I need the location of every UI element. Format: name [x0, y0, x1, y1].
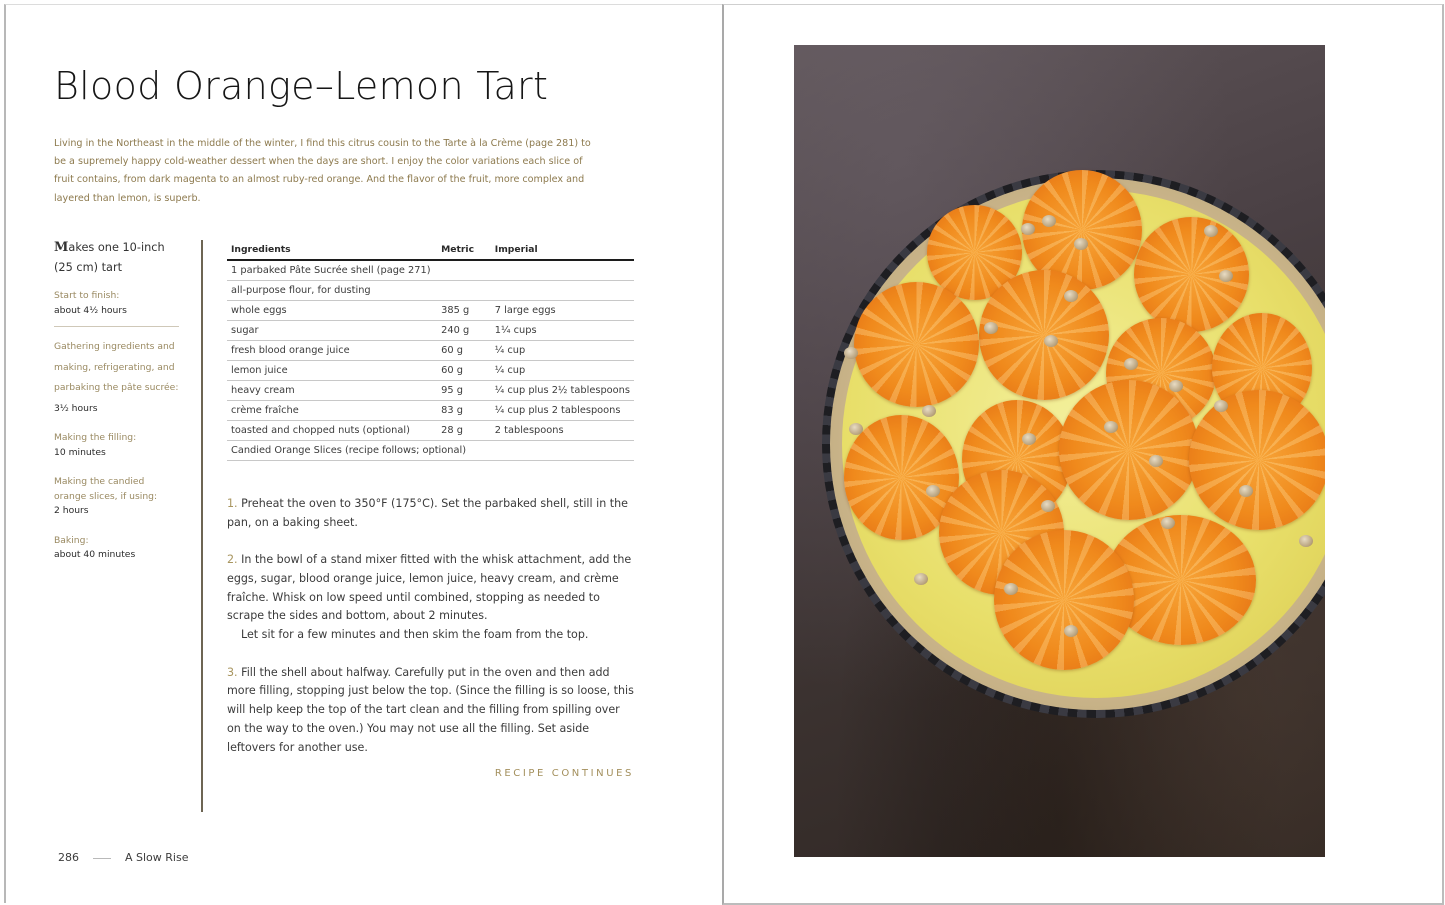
step-number: 1.	[227, 497, 238, 510]
orange-slice	[1189, 390, 1325, 530]
orange-slice	[979, 270, 1109, 400]
hazelnut	[1169, 380, 1183, 392]
page-number: 286	[58, 851, 79, 864]
metric-cell: 240 g	[437, 321, 491, 341]
table-row	[227, 421, 634, 441]
method-steps	[227, 495, 637, 776]
orange-slice	[854, 282, 979, 407]
vertical-divider	[201, 240, 203, 812]
step-text: In the bowl of a stand mixer fitted with the whisk attachment, add the eggs, sugar, blood orange juice, lemon juice, heavy cream, and crème fraîche. Whisk on low speed until combined, stopping as needed to scrape the sides and bottom, about 2 minutes.	[227, 553, 632, 623]
hazelnut	[1064, 625, 1078, 637]
step-text: Preheat the oven to 350°F (175°C). Set the parbaked shell, still in the pan, on a baking sheet.	[227, 497, 628, 529]
metric-cell: 60 g	[437, 341, 491, 361]
hazelnut	[1214, 400, 1228, 412]
imperial-cell: 7 large eggs	[491, 301, 634, 321]
hazelnut	[849, 423, 863, 435]
table-row	[227, 281, 634, 301]
ingredient-cell: 1 parbaked Pâte Sucrée shell (page 271)	[227, 260, 634, 281]
step-extra-text: Let sit for a few minutes and then skim the foam from the top.	[241, 628, 589, 642]
step-number: 2.	[227, 553, 238, 567]
step-text: Fill the shell about halfway. Carefully put in the oven and then add more filling, stopping just below the top. (Since the filling is so loose, this will help keep the top of the tart clean and the filling from spilling over on the way to the oven.) You may not use all the filling. Set aside leftovers for another use.	[227, 665, 634, 754]
hazelnut	[1064, 290, 1078, 302]
metric-cell: 83 g	[437, 401, 491, 421]
recipe-intro: Living in the Northeast in the middle of the winter, I find this citrus cousin to the Tarte à la Crème (page 281) to be a supremely happy cold-weather dessert when the days are short. I enjoy the color variations each slice of fruit contains, from dark magenta to an almost ruby-red orange. And the flavor of the fruit, more complex and layered than lemon, is superb.	[54, 138, 591, 204]
hazelnut	[914, 573, 928, 585]
time-baking	[54, 534, 179, 571]
imperial-cell: ¼ cup	[491, 361, 634, 381]
metric-cell: 95 g	[437, 381, 491, 401]
table-row	[227, 341, 634, 361]
table-row	[227, 260, 634, 281]
time-filling	[54, 431, 179, 468]
hazelnut	[984, 322, 998, 334]
metric-cell: 385 g	[437, 301, 491, 321]
time-label: Making the candied orange slices, if using:	[54, 476, 158, 502]
table-row	[227, 321, 634, 341]
step-1	[227, 495, 637, 533]
hazelnut	[1044, 335, 1058, 347]
table-row	[227, 441, 634, 461]
ingredient-cell: crème fraîche	[227, 401, 437, 421]
recipe-yield	[54, 238, 179, 277]
time-start-to-finish	[54, 289, 179, 327]
hazelnut	[1239, 485, 1253, 497]
time-label: Start to finish:	[54, 290, 120, 301]
hazelnut	[1299, 535, 1313, 547]
time-label: Making the filling:	[54, 432, 137, 443]
hazelnut	[1042, 215, 1056, 227]
imperial-cell: ¼ cup plus 2½ tablespoons	[491, 381, 634, 401]
time-value: 2 hours	[54, 505, 89, 516]
time-pate-sucree	[54, 334, 179, 424]
header-ingredients: Ingredients	[227, 240, 437, 260]
imperial-cell: ¼ cup	[491, 341, 634, 361]
time-candied-slices	[54, 475, 179, 527]
orange-slice	[994, 530, 1134, 670]
hazelnut	[1041, 500, 1055, 512]
hazelnut	[922, 405, 936, 417]
imperial-cell: 1¼ cups	[491, 321, 634, 341]
footer-dash	[93, 858, 111, 859]
step-2	[227, 551, 637, 645]
imperial-cell: ¼ cup plus 2 tablespoons	[491, 401, 634, 421]
header-imperial: Imperial	[491, 240, 634, 260]
ingredient-cell: toasted and chopped nuts (optional)	[227, 421, 437, 441]
table-header-row	[227, 240, 634, 260]
hazelnut	[926, 485, 940, 497]
header-metric: Metric	[437, 240, 491, 260]
time-label: Baking:	[54, 534, 89, 546]
ingredient-cell: sugar	[227, 321, 437, 341]
step-number: 3.	[227, 665, 238, 679]
table-row	[227, 361, 634, 381]
time-label: Gathering ingredients and making, refrigerating, and parbaking the pâte sucrée:	[54, 341, 179, 393]
hazelnut	[1022, 433, 1036, 445]
hazelnut	[1161, 517, 1175, 529]
page-footer	[58, 851, 188, 864]
ingredient-cell: heavy cream	[227, 381, 437, 401]
hazelnut	[1149, 455, 1163, 467]
yield-dropcap: M	[54, 240, 69, 255]
time-value: about 4½ hours	[54, 304, 127, 316]
orange-slice	[1059, 380, 1199, 520]
recipe-sidebar	[54, 238, 179, 578]
yield-text: akes one 10-inch (25 cm) tart	[54, 241, 165, 274]
imperial-cell: 2 tablespoons	[491, 421, 634, 441]
ingredient-cell: Candied Orange Slices (recipe follows; optional)	[227, 441, 634, 461]
metric-cell: 28 g	[437, 421, 491, 441]
step-3	[227, 664, 637, 758]
hazelnut	[1219, 270, 1233, 282]
hazelnut	[1004, 583, 1018, 595]
recipe-continues-label: RECIPE CONTINUES	[494, 768, 634, 779]
time-value: about 40 minutes	[54, 549, 136, 560]
table-row	[227, 401, 634, 421]
hazelnut	[1104, 421, 1118, 433]
metric-cell: 60 g	[437, 361, 491, 381]
time-value: 3½ hours	[54, 402, 98, 414]
hazelnut	[1124, 358, 1138, 370]
recipe-title: Blood Orange–Lemon Tart	[54, 64, 549, 108]
ingredient-cell: whole eggs	[227, 301, 437, 321]
ingredients-table	[227, 240, 634, 461]
book-title: A Slow Rise	[125, 851, 189, 864]
hazelnut	[1021, 223, 1035, 235]
ingredient-cell: fresh blood orange juice	[227, 341, 437, 361]
tart-photo	[794, 45, 1325, 857]
table-row	[227, 301, 634, 321]
hazelnut	[844, 347, 858, 359]
hazelnut	[1204, 225, 1218, 237]
hazelnut	[1074, 238, 1088, 250]
table-row	[227, 381, 634, 401]
time-value: 10 minutes	[54, 446, 106, 458]
ingredient-cell: lemon juice	[227, 361, 437, 381]
ingredient-cell: all-purpose flour, for dusting	[227, 281, 634, 301]
